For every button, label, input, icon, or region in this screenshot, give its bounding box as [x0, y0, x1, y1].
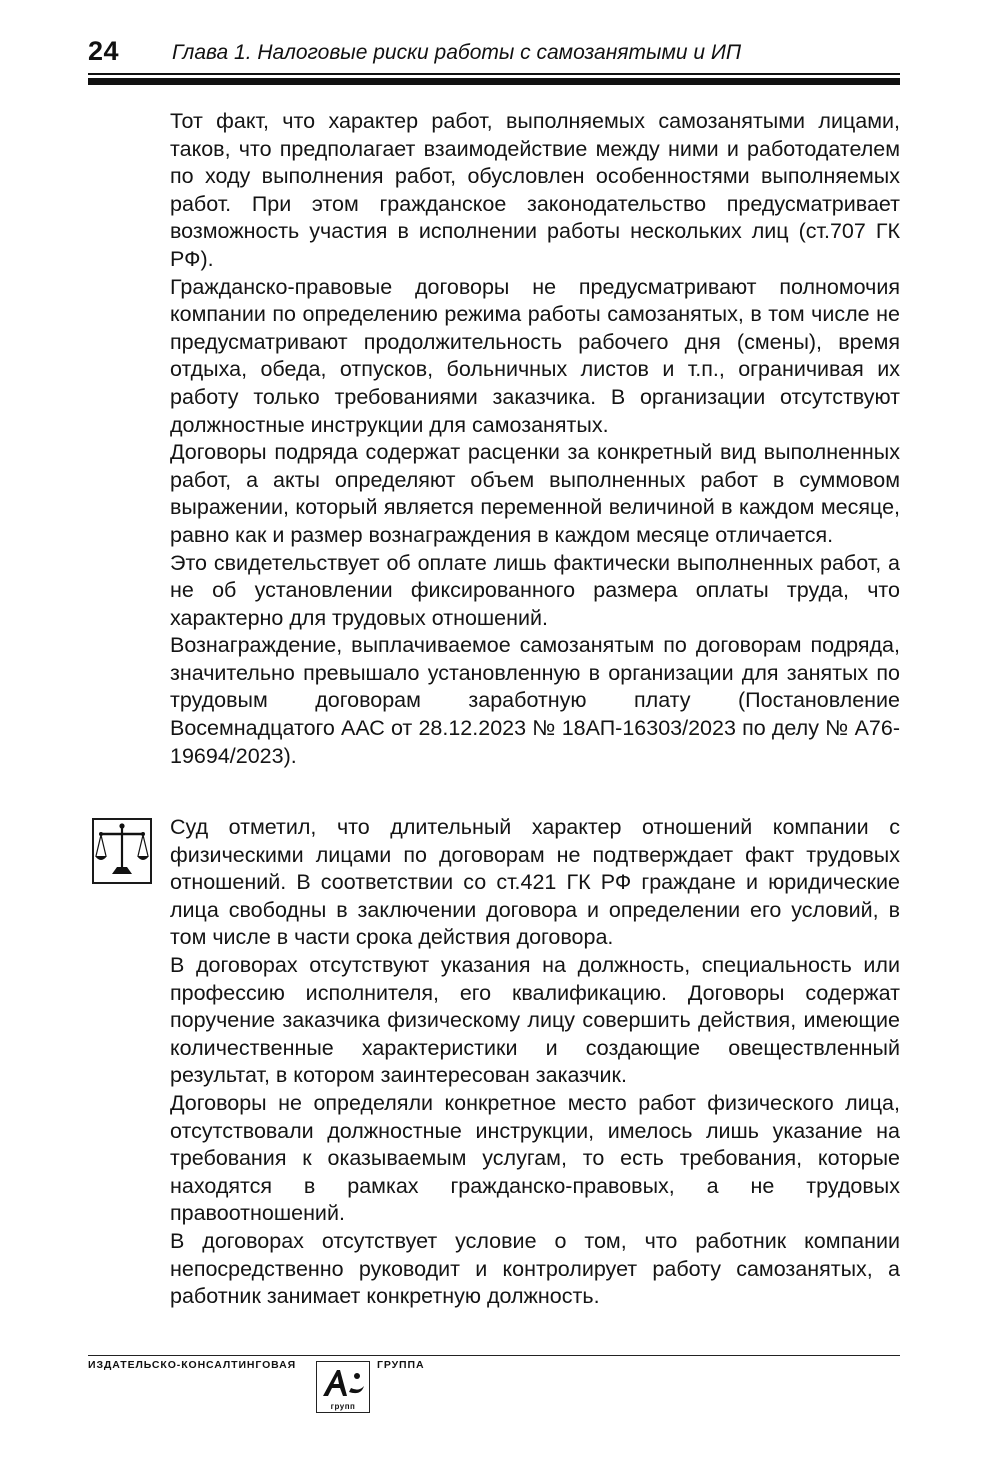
paragraph: В договорах отсутствуют указания на должность, специальность или профессию исполнителя, его квалификацию. Договоры содержат поручение заказчика физическому лицу совершить действия, имеющие количественные характеристики и создающие овеществленный результат, в котором заинтересован заказчик.: [170, 952, 900, 1088]
paragraph: Суд отметил, что длительный характер отношений компании с физическими лицами по договорам не подтверждает факт трудовых отношений. В соответствии со ст.421 ГК РФ граждане и юридические лица свободны в заключении договора и определении его условий, в том числе в части срока действия договора.: [170, 815, 900, 950]
scales-of-justice-icon: [92, 818, 152, 884]
paragraph: Договоры подряда содержат расценки за конкретный вид выполненных работ, а акты определяют объем выполненных работ в суммовом выражении, который является переменной величиной в каждом месяце, равно как и размер вознаграждения в каждом месяце отличается.: [170, 440, 900, 547]
court-ruling-section: [170, 814, 900, 1311]
paragraph: Это свидетельствует об оплате лишь фактически выполненных работ, а не об установлении фиксированного размера оплаты труда, что характерно для трудовых отношений.: [170, 550, 900, 630]
publisher-name-left: ИЗДАТЕЛЬСКО-КОНСАЛТИНГОВАЯ: [88, 1359, 297, 1371]
paragraph: Договоры не определяли конкретное место работ физического лица, отсутствовали должностные инструкции, имелось лишь указание на требования к оказываемым услугам, то есть требования, которые находятся в рамках гражданско-правовых, а не трудовых правоотношений.: [170, 1090, 900, 1226]
paragraph: Тот факт, что характер работ, выполняемых самозанятыми лицами, таков, что предполагает взаимодействие между ними и работодателем по ходу выполнения работ, обусловлен особенностями выполняемых работ. При этом гражданское законодательство предусматривает возможность участия в исполнении работы нескольких лиц (ст.707 ГК РФ).: [170, 109, 900, 271]
paragraph: Вознаграждение, выплачиваемое самозанятым по договорам подряда, значительно превышало установленную в организации для занятых по трудовым договорам заработную плату (Постановление Восемнадцатого ААС от 28.12.2023 № 18АП-16303/2023 по делу № А76-19694/2023).: [170, 633, 900, 768]
paragraph: В договорах отсутствует условие о том, что работник компании непосредственно руководит и контролирует работу самозанятых, а работник занимает конкретную должность.: [170, 1228, 900, 1309]
chapter-title: Глава 1. Налоговые риски работы с самозанятыми и ИП: [172, 41, 742, 64]
paragraph: Гражданско-правовые договоры не предусматривают полномочия компании по определению режима работы самозанятых, в том числе не предусматривают продолжительность рабочего дня (смены), время отдыха, обеда, отпусков, больничных листов и т.п., ограничивая их работу только требованиями заказчика. В организации отсутствуют должностные инструкции для самозанятых.: [170, 274, 900, 437]
publisher-name-right: ГРУППА: [377, 1359, 425, 1371]
header-rule-thick: [88, 78, 900, 85]
main-text-section: [170, 108, 900, 770]
page-number: 24: [88, 36, 120, 66]
publisher-logo: [316, 1361, 370, 1413]
logo-caption: групп: [330, 1402, 356, 1411]
page-header: [88, 34, 900, 74]
header-rule-thin: [88, 73, 900, 75]
footer-rule: [88, 1355, 900, 1356]
